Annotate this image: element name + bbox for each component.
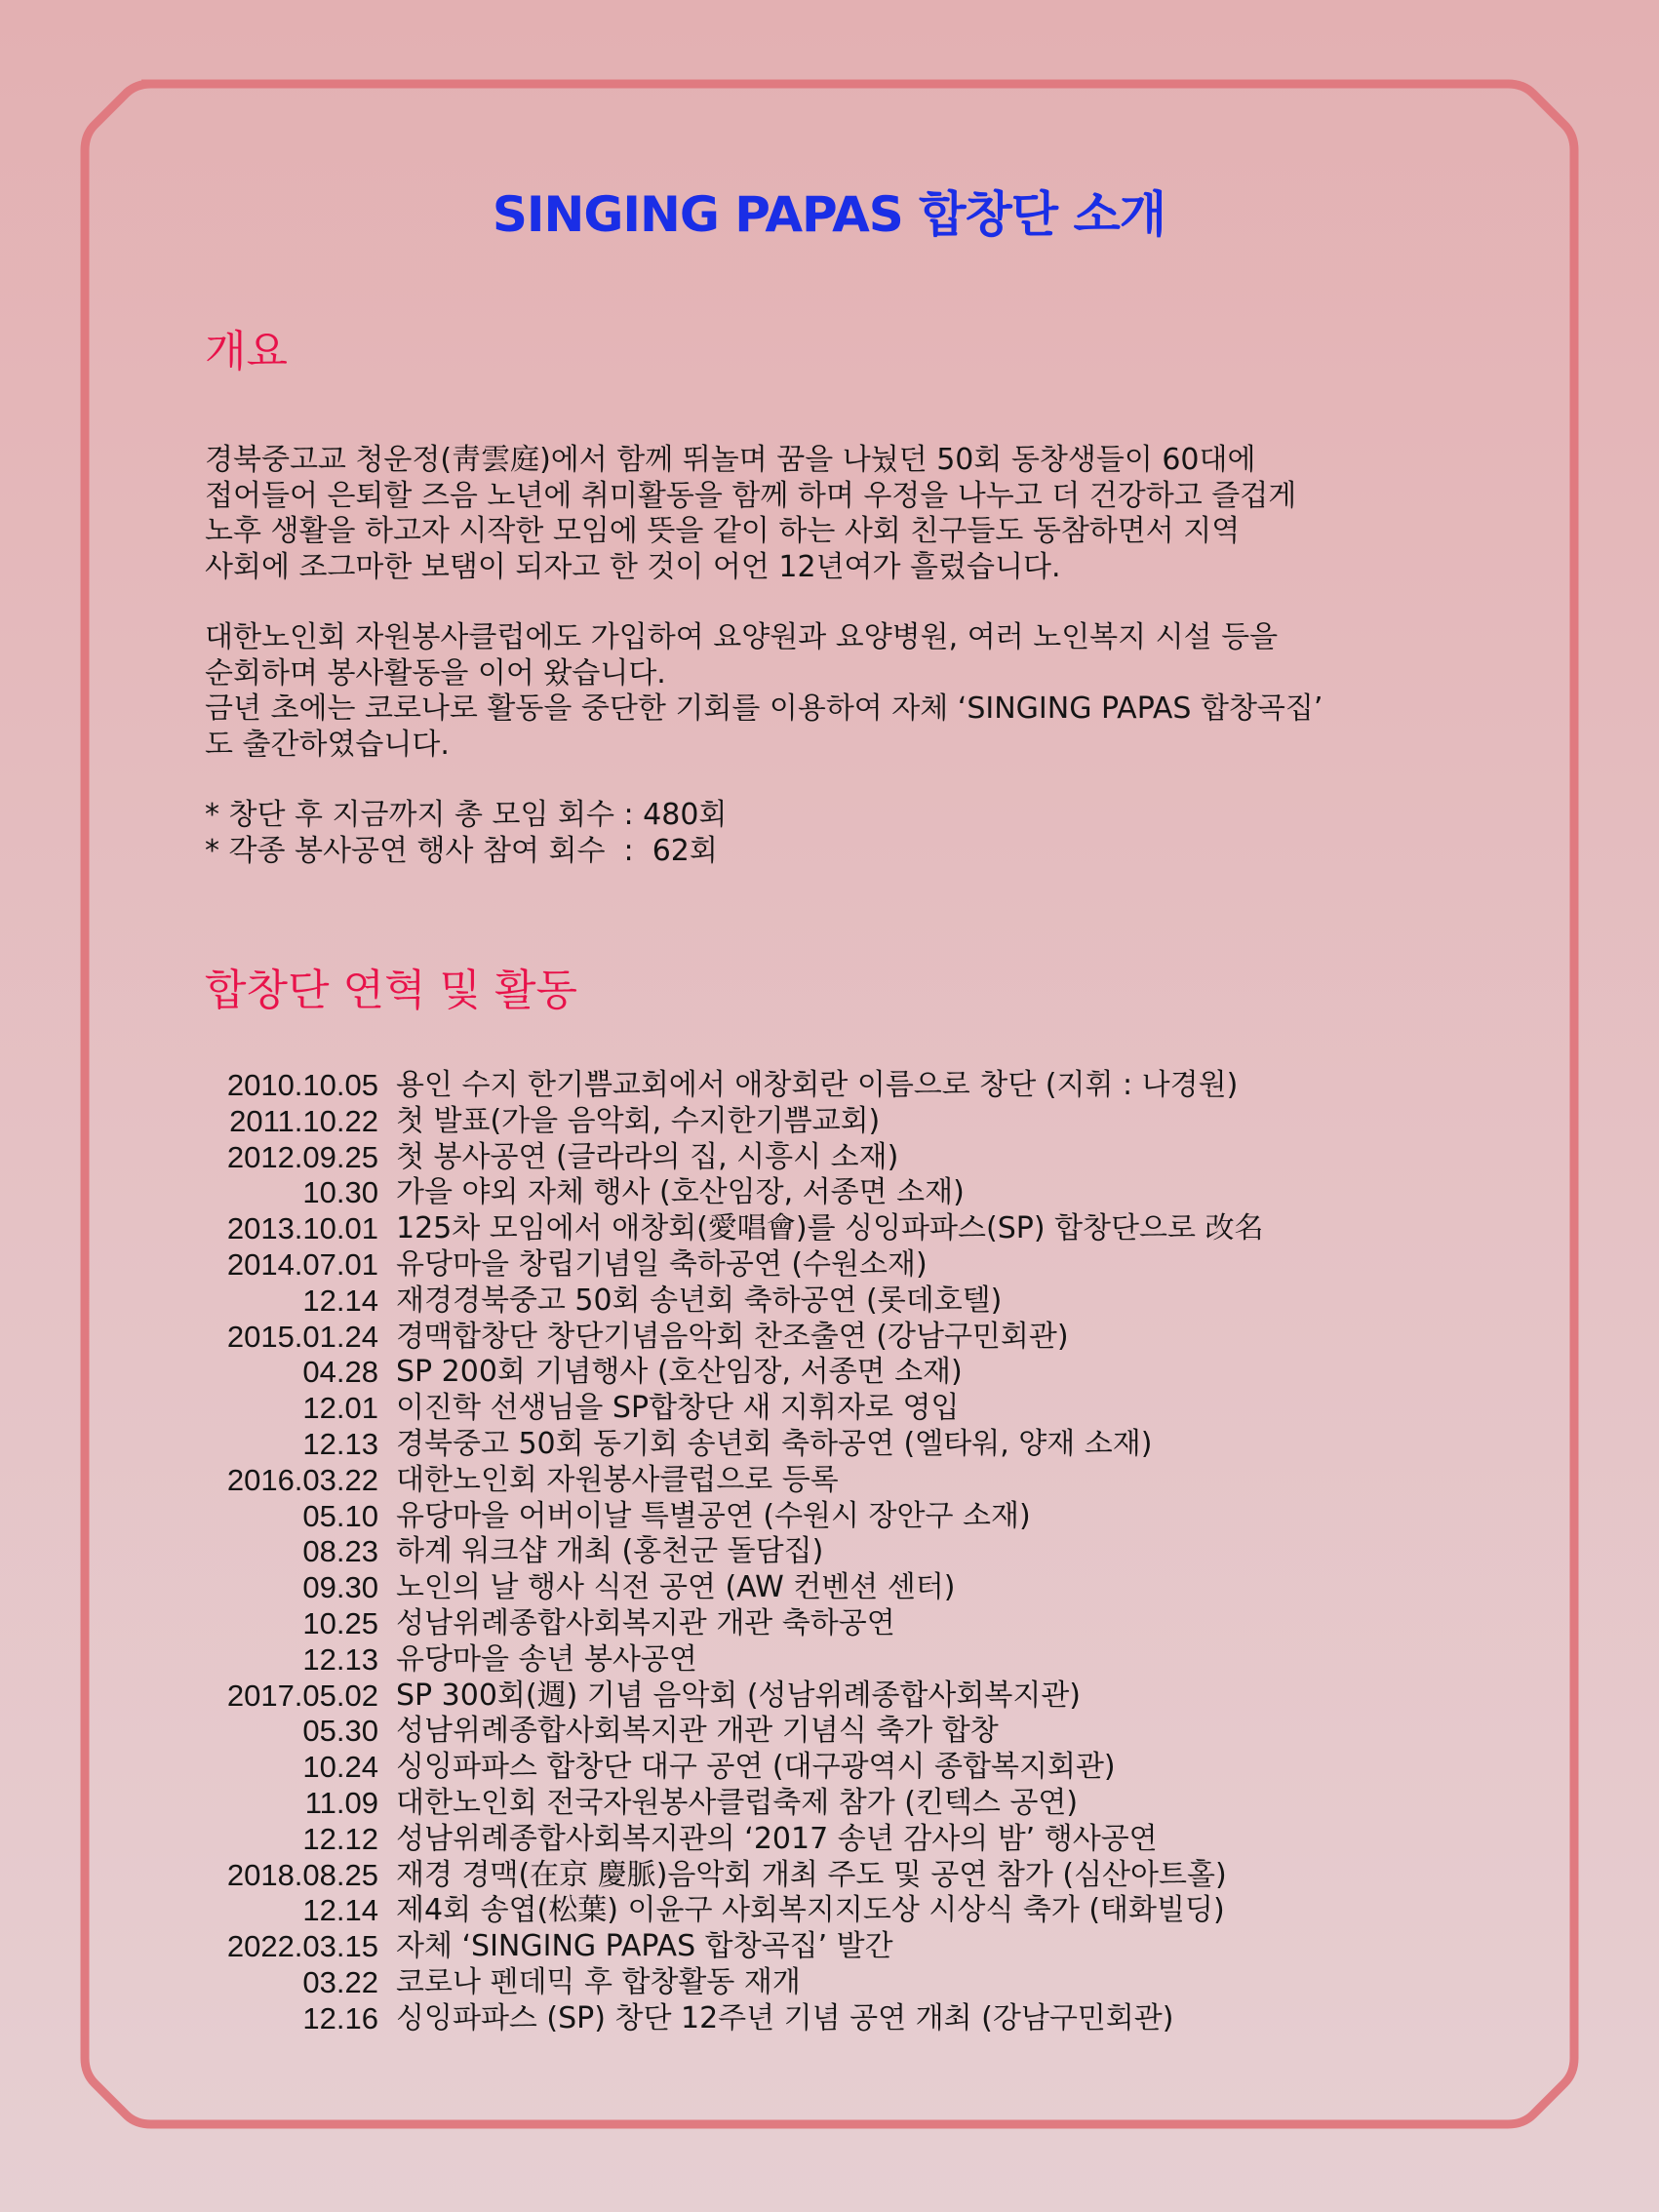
timeline-entry	[205, 1929, 1473, 1965]
timeline-text: 유당마을 어버이날 특별공연 (수원시 장안구 소재)	[396, 1498, 1031, 1533]
timeline-text: 첫 발표(가을 음악회, 수지한기쁨교회)	[396, 1103, 881, 1138]
timeline-date: 11.09	[304, 1785, 378, 1820]
timeline-text: 성남위례종합사회복지관 개관 축하공연	[396, 1605, 895, 1640]
timeline-date: 04.28	[302, 1355, 378, 1390]
timeline-date: 09.30	[302, 1570, 378, 1605]
timeline-entry	[205, 1068, 1473, 1104]
history-heading: 합창단 연혁 및 활동	[205, 966, 577, 1015]
timeline-entry	[205, 1965, 1473, 2001]
timeline-date: 12.16	[302, 2000, 378, 2035]
timeline-entry	[205, 1714, 1473, 1750]
history-timeline	[205, 1068, 1473, 2037]
timeline-text: 제4회 송엽(松葉) 이윤구 사회복지지도상 시상식 축가 (태화빌딩)	[396, 1893, 1225, 1928]
timeline-entry	[205, 1391, 1473, 1427]
timeline-date: 2018.08.25	[226, 1857, 378, 1892]
timeline-entry	[205, 1499, 1473, 1535]
timeline-text: 유당마을 송년 봉사공연	[396, 1641, 697, 1677]
timeline-date: 2012.09.25	[226, 1139, 378, 1174]
timeline-entry	[205, 1104, 1473, 1140]
timeline-entry	[205, 1463, 1473, 1499]
timeline-text: 경북중고 50회 동기회 송년회 축하공연 (엘타워, 양재 소재)	[396, 1426, 1153, 1461]
timeline-date: 12.12	[302, 1821, 378, 1856]
timeline-entry	[205, 1355, 1473, 1391]
timeline-text: 코로나 펜데믹 후 합창활동 재개	[396, 1964, 801, 1999]
timeline-entry	[205, 1786, 1473, 1822]
timeline-text: 대한노인회 자원봉사클럽으로 등록	[396, 1462, 839, 1497]
overview-paragraph-1: 경북중고교 청운정(靑雲庭)에서 함께 뛰놀며 꿈을 나눴던 50회 동창생들이 60대에 접어들어 은퇴할 즈음 노년에 취미활동을 함께 하며 우정을 나누고 더 건강하고 즐겁게 노후 생활을 하고자 시작한 모임에 뜻을 같이 하는 사회 친구들도 동참하면서 지역 사회에 조그마한 보탬이 되자고 한 것이 어언 12년여가 흘렀습니다.	[205, 443, 1297, 584]
timeline-text: 첫 봉사공연 (글라라의 집, 시흥시 소재)	[396, 1139, 899, 1174]
timeline-date: 2022.03.15	[226, 1929, 378, 1964]
timeline-entry	[205, 1175, 1473, 1211]
stat-meeting-count: * 창단 후 지금까지 총 모임 회수 : 480회	[205, 798, 728, 832]
timeline-entry	[205, 1320, 1473, 1356]
timeline-text: 125차 모임에서 애창회(愛唱會)를 싱잉파파스(SP) 합창단으로 改名	[396, 1211, 1264, 1246]
timeline-text: 싱잉파파스 합창단 대구 공연 (대구광역시 종합복지회관)	[396, 1750, 1116, 1785]
page-title: SINGING PAPAS 합창단 소개	[492, 186, 1166, 243]
timeline-date: 05.10	[302, 1498, 378, 1533]
timeline-date: 10.24	[302, 1750, 378, 1785]
timeline-date: 03.22	[302, 1964, 378, 1999]
timeline-date: 2015.01.24	[226, 1319, 378, 1354]
timeline-text: SP 300회(週) 기념 음악회 (성남위례종합사회복지관)	[396, 1678, 1082, 1713]
timeline-text: 재경 경맥(在京 慶脈)음악회 개최 주도 및 공연 참가 (심산아트홀)	[396, 1857, 1227, 1892]
timeline-text: 유당마을 창립기념일 축하공연 (수원소재)	[396, 1246, 928, 1282]
timeline-date: 05.30	[302, 1714, 378, 1749]
timeline-entry	[205, 1534, 1473, 1570]
timeline-entry	[205, 1140, 1473, 1176]
timeline-text: 하계 워크샵 개최 (홍천군 돌담집)	[396, 1534, 824, 1569]
timeline-entry	[205, 1606, 1473, 1642]
overview-stats	[205, 798, 1473, 869]
overview-paragraph-2: 대한노인회 자원봉사클럽에도 가입하여 요양원과 요양병원, 여러 노인복지 시설 등을 순회하며 봉사활동을 이어 왔습니다. 금년 초에는 코로나로 활동을 중단한 기회를 이용하여 자체 ‘SINGING PAPAS 합창곡집’ 도 출간하였습니다.	[205, 620, 1323, 762]
timeline-text: 자체 ‘SINGING PAPAS 합창곡집’ 발간	[396, 1929, 893, 1964]
timeline-text: SP 200회 기념행사 (호산임장, 서종면 소재)	[396, 1355, 963, 1390]
timeline-date: 2014.07.01	[226, 1246, 378, 1282]
overview-heading: 개요	[205, 327, 289, 376]
timeline-date: 08.23	[302, 1534, 378, 1569]
timeline-entry	[205, 1284, 1473, 1320]
timeline-date: 12.13	[302, 1426, 378, 1461]
timeline-date: 12.01	[302, 1391, 378, 1426]
timeline-text: 경맥합창단 창단기념음악회 찬조출연 (강남구민회관)	[396, 1319, 1069, 1354]
timeline-entry	[205, 1858, 1473, 1894]
timeline-entry	[205, 1570, 1473, 1606]
timeline-entry	[205, 1893, 1473, 1929]
timeline-entry	[205, 1822, 1473, 1858]
timeline-date: 2011.10.22	[229, 1103, 378, 1138]
timeline-text: 재경경북중고 50회 송년회 축하공연 (롯데호텔)	[396, 1283, 1003, 1318]
timeline-entry	[205, 1679, 1473, 1715]
timeline-text: 가을 야외 자체 행사 (호산임장, 서종면 소재)	[396, 1175, 965, 1210]
timeline-text: 용인 수지 한기쁨교회에서 애창회란 이름으로 창단 (지휘 : 나경원)	[396, 1068, 1239, 1102]
stat-performance-count: * 각종 봉사공연 행사 참여 회수 : 62회	[205, 833, 718, 868]
timeline-entry	[205, 1750, 1473, 1786]
timeline-entry	[205, 1427, 1473, 1463]
timeline-date: 10.30	[302, 1175, 378, 1210]
timeline-date: 12.14	[302, 1893, 378, 1928]
timeline-entry	[205, 2001, 1473, 2037]
timeline-entry	[205, 1247, 1473, 1284]
timeline-date: 12.13	[302, 1641, 378, 1677]
timeline-date: 2013.10.01	[226, 1211, 378, 1246]
timeline-date: 2016.03.22	[226, 1462, 378, 1497]
timeline-text: 성남위례종합사회복지관의 ‘2017 송년 감사의 밤’ 행사공연	[396, 1821, 1158, 1856]
timeline-date: 12.14	[302, 1283, 378, 1318]
timeline-date: 2010.10.05	[226, 1068, 378, 1102]
timeline-entry	[205, 1211, 1473, 1247]
timeline-text: 이진학 선생님을 SP합창단 새 지휘자로 영입	[396, 1391, 960, 1426]
document-body	[205, 176, 1473, 2037]
timeline-text: 노인의 날 행사 식전 공연 (AW 컨벤션 센터)	[396, 1570, 956, 1605]
timeline-text: 성남위례종합사회복지관 개관 기념식 축가 합창	[396, 1714, 999, 1749]
timeline-entry	[205, 1642, 1473, 1679]
timeline-date: 10.25	[302, 1605, 378, 1640]
timeline-date: 2017.05.02	[226, 1678, 378, 1713]
timeline-text: 대한노인회 전국자원봉사클럽축제 참가 (킨텍스 공연)	[396, 1785, 1079, 1820]
timeline-text: 싱잉파파스 (SP) 창단 12주년 기념 공연 개최 (강남구민회관)	[396, 2000, 1174, 2035]
